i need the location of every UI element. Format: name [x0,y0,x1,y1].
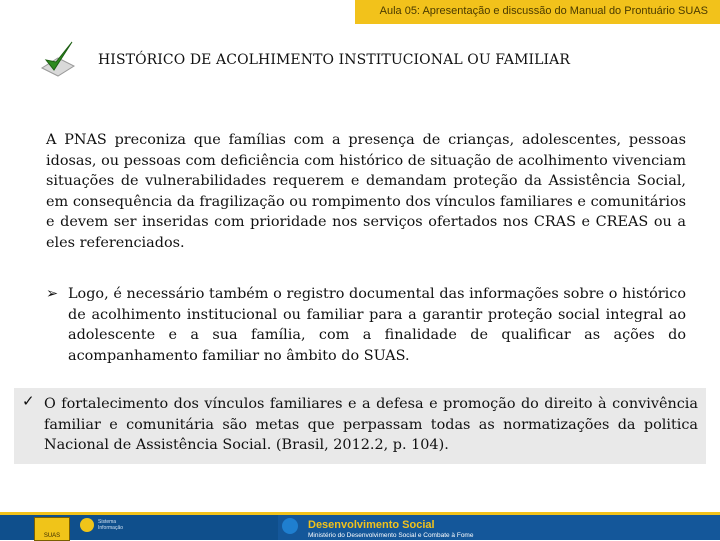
header-bar [355,0,720,24]
footer-bar [0,512,720,540]
brand-title: Desenvolvimento Social [308,519,435,531]
check-bullet-text: O fortalecimento dos vínculos familiares e a defesa e promoção do direito à convivência familiar e comunitária são metas que perpassam todas as normatizações da politica Nacional de Assistência Social. (Brasil, 2012.2, p. 104). [44,396,698,454]
arrow-bullet-item [46,284,686,366]
checkmark-icon [38,38,80,80]
check-bullet-icon: ✓ [22,392,35,410]
info-logo-text: Sistema Informação [98,519,124,531]
ministry-brand [278,515,720,540]
ministry-emblem-icon [282,518,298,534]
main-paragraph: A PNAS preconiza que famílias com a presença de crianças, adolescentes, pessoas idosas, ou pessoas com deficiência com histórico de situação de acolhimento vivenciam situações de vulnerabilidades requerem e demandam proteção da Assistência Social, em consequência da fragilização ou rompimento dos vínculos familiares e comunitários e devem ser inseridas com prioridade nos serviços ofertados nos CRAS e CREAS ou a eles referenciados. [46,132,686,251]
info-logo-icon [80,518,94,532]
brand-subtitle: Ministério do Desenvolvimento Social e Combate à Fome [308,532,474,539]
slide-title: HISTÓRICO DE ACOLHIMENTO INSTITUCIONAL OU FAMILIAR [98,52,571,68]
highlight-box [14,388,706,464]
lesson-label: Aula 05: Apresentação e discussão do Manual do Prontuário SUAS [379,5,708,17]
suas-logo [34,517,70,541]
arrow-bullet-text: Logo, é necessário também o registro documental das informações sobre o histórico de acolhimento institucional ou familiar para a garantir proteção social integral ao adolescente e a sua família, com a finalidade de qualificar as ações do acompanhamento familiar no âmbito do SUAS. [68,286,686,364]
suas-logo-text: SUAS [43,533,61,539]
arrow-bullet-icon: ➢ [46,286,59,302]
